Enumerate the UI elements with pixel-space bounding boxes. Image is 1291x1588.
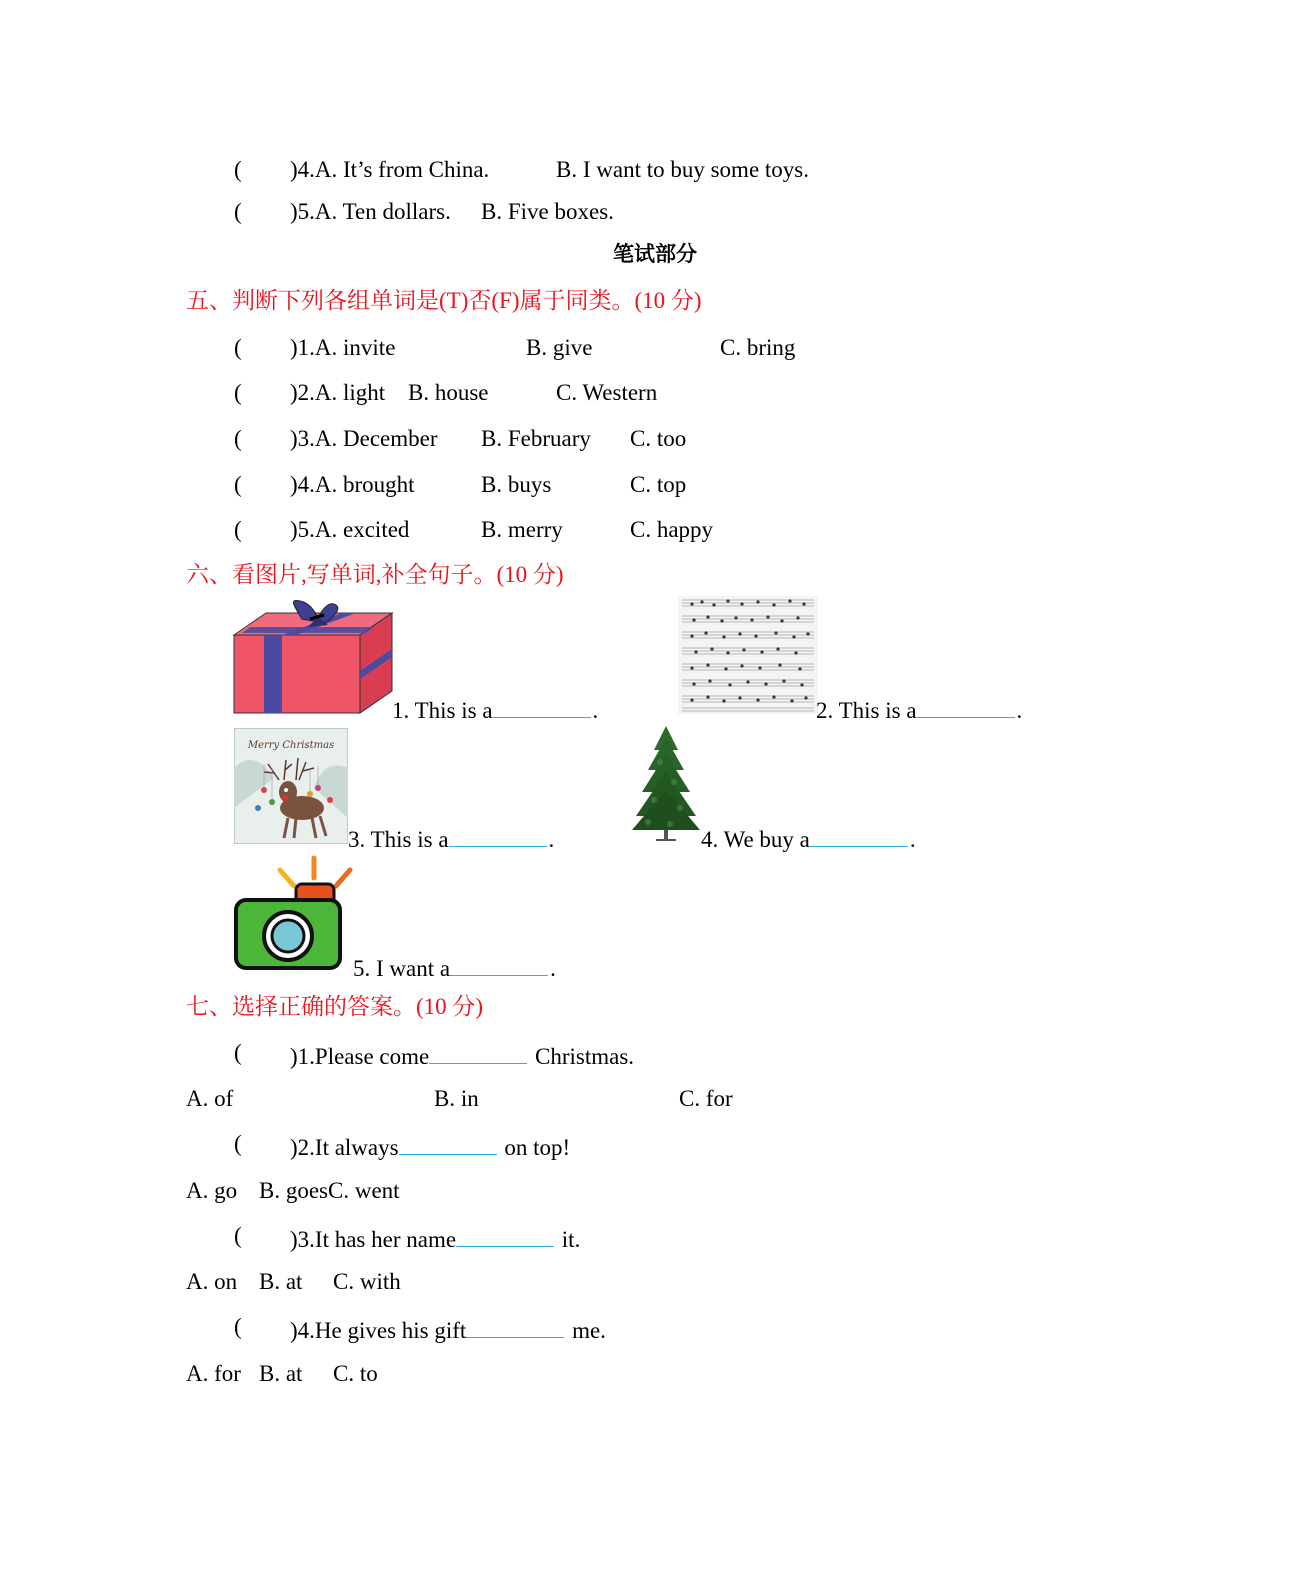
section-7-heading: 七、选择正确的答案。(10 分) [186, 994, 484, 1019]
period: . [909, 827, 916, 852]
gift-box-icon [232, 597, 394, 715]
s5-q5-c: C. happy [630, 517, 714, 542]
paren: ( [234, 1314, 242, 1339]
s7-q1 [290, 1041, 634, 1068]
s7-q2-option-b: B. goesC. went [259, 1178, 400, 1203]
s6-q2-text [816, 695, 1022, 722]
s7-q3-after: it. [561, 1227, 581, 1252]
s7-q3 [290, 1224, 580, 1251]
answer-blank[interactable] [466, 1315, 564, 1338]
question-5-option-b: B. Five boxes. [481, 199, 614, 224]
s7-q4-stem: )4.He gives his gift [290, 1318, 467, 1343]
camera-icon [232, 854, 356, 974]
paren: ( [234, 1040, 242, 1065]
s5-q4-a: )4.A. brought [290, 472, 415, 497]
s5-q4-b: B. buys [481, 472, 552, 497]
s6-q3-text [348, 824, 554, 851]
christmas-tree-icon [630, 726, 702, 844]
s6-q4-label: 4. We buy a [701, 827, 810, 852]
answer-blank[interactable] [449, 824, 547, 847]
question-5-option-a: )5.A. Ten dollars. [290, 199, 451, 224]
period: . [1016, 698, 1023, 723]
s5-q2-c: C. Western [556, 380, 658, 405]
s5-q3-b: B. February [481, 426, 591, 451]
s5-q2-b: B. house [408, 380, 489, 405]
question-4-option-a: )4.A. It’s from China. [290, 157, 490, 182]
paren: ( [234, 380, 242, 405]
s7-q3-option-c: C. with [333, 1269, 401, 1294]
period: . [592, 698, 599, 723]
paren: ( [234, 157, 242, 182]
question-4-option-b: B. I want to buy some toys. [556, 157, 809, 182]
s5-q1-c: C. bring [720, 335, 796, 360]
answer-blank[interactable] [456, 1224, 554, 1247]
written-part-title: 笔试部分 [613, 242, 697, 266]
answer-blank[interactable] [493, 695, 591, 718]
s6-q5-label: 5. I want a [353, 956, 451, 981]
s7-q4-option-c: C. to [333, 1361, 378, 1386]
s7-q4 [290, 1315, 606, 1342]
s5-q1-a: )1.A. invite [290, 335, 396, 360]
s7-q2-option-a: A. go [186, 1178, 238, 1203]
s5-q5-b: B. merry [481, 517, 563, 542]
s7-q4-option-a: A. for [186, 1361, 241, 1386]
paren: ( [234, 472, 242, 497]
s7-q1-option-c: C. for [679, 1086, 733, 1111]
answer-blank[interactable] [399, 1132, 497, 1155]
s6-q1-label: 1. This is a [392, 698, 493, 723]
s7-q2-after: on top! [504, 1135, 571, 1160]
s6-q1-text [392, 695, 598, 722]
answer-blank[interactable] [429, 1041, 527, 1064]
section-6-heading: 六、看图片,写单词,补全句子。(10 分) [186, 562, 564, 587]
s7-q3-stem: )3.It has her name [290, 1227, 457, 1252]
answer-blank[interactable] [917, 695, 1015, 718]
s7-q4-after: me. [572, 1318, 606, 1343]
section-5-heading: 五、判断下列各组单词是(T)否(F)属于同类。(10 分) [186, 288, 702, 313]
s6-q3-label: 3. This is a [348, 827, 449, 852]
s7-q2 [290, 1132, 570, 1159]
s7-q1-option-a: A. of [186, 1086, 234, 1111]
s5-q3-a: )3.A. December [290, 426, 438, 451]
paren: ( [234, 1131, 242, 1156]
paren: ( [234, 1223, 242, 1248]
s7-q1-option-b: B. in [434, 1086, 479, 1111]
s7-q4-option-b: B. at [259, 1361, 303, 1386]
period: . [548, 827, 555, 852]
s5-q5-a: )5.A. excited [290, 517, 410, 542]
s5-q1-b: B. give [526, 335, 593, 360]
s5-q4-c: C. top [630, 472, 687, 497]
paren: ( [234, 517, 242, 542]
s5-q3-c: C. too [630, 426, 687, 451]
paren: ( [234, 199, 242, 224]
s7-q2-stem: )2.It always [290, 1135, 399, 1160]
s7-q1-after: Christmas. [534, 1044, 635, 1069]
s6-q5-text [353, 953, 556, 980]
s7-q1-stem: )1.Please come [290, 1044, 430, 1069]
s6-q4-text [701, 824, 916, 851]
s7-q3-option-a: A. on [186, 1269, 238, 1294]
sheet-music-icon [678, 596, 818, 714]
answer-blank[interactable] [450, 953, 548, 976]
christmas-card-icon [234, 728, 348, 844]
s6-q2-label: 2. This is a [816, 698, 917, 723]
paren: ( [234, 426, 242, 451]
s5-q2-a: )2.A. light [290, 380, 386, 405]
period: . [550, 956, 556, 981]
answer-blank[interactable] [810, 824, 908, 847]
paren: ( [234, 335, 242, 360]
card-greeting: Merry Christmas [247, 740, 335, 751]
s7-q3-option-b: B. at [259, 1269, 303, 1294]
